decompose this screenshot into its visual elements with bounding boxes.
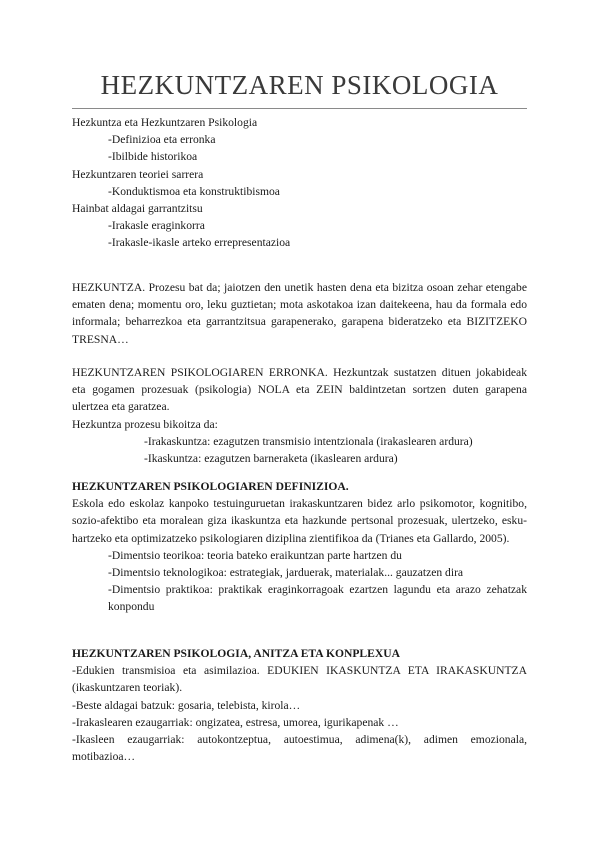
definizioa-list-item: -Dimentsio teknologikoa: estrategiak, jarduerak, materialak... gauzatzen dira [108,566,464,580]
hezkuntza-paragraph: HEZKUNTZA. Prozesu bat da; jaiotzen den unetik hasten dena eta bizitza osoan zehar etengabe ematen dena; momentu oro, leku guztietan; mota askotakoa izan daitekeena, hau da formala edo informala; beharrezkoa eta garrantzitsua garapenerako, garapena bideratzeko eta BIZITZEKO TRESNA… [72,281,527,346]
toc-subitem: -Konduktismoa eta konstruktibismoa [108,184,280,198]
page-title: HEZKUNTZAREN PSIKOLOGIA [100,70,499,100]
anitza-list-item: -Irakaslearen ezaugarriak: ongizatea, estresa, umorea, igurikapenak … [72,715,399,729]
definizioa-list-item: -Dimentsio praktikoa: praktikak eraginkorragoak ezartzen lagundu eta arazo zehatzak konpondu [108,583,527,614]
erronka-list-item: -Irakaskuntza: ezagutzen transmisio intentzionala (irakaslearen ardura) [144,434,473,448]
section-anitza [72,645,527,765]
definizioa-list-item: -Dimentsio teorikoa: teoria bateko eraikuntzan parte hartzen du [108,548,402,562]
anitza-list-item: -Edukien transmisioa eta asimilazioa. EDUKIEN IKASKUNTZA ETA IRAKASKUNTZA (ikaskuntzaren teoriak). [72,664,527,695]
section-definizioa [72,478,527,616]
anitza-list-item: -Beste aldagai batzuk: gosaria, telebista, kirola… [72,698,301,712]
definizioa-heading: HEZKUNTZAREN PSIKOLOGIAREN DEFINIZIOA. [72,480,349,493]
toc-item: Hezkuntzaren teoriei sarrera [72,167,204,181]
toc-item: Hainbat aldagai garrantzitsu [72,202,203,216]
section-erronka [72,364,527,467]
title-divider [72,108,527,109]
erronka-intro: Hezkuntza prozesu bikoitza da: [72,417,218,431]
section-hezkuntza [72,279,527,348]
erronka-paragraph: HEZKUNTZAREN PSIKOLOGIAREN ERRONKA. Hezkuntzak sustatzen dituen jokabideak eta gogamen prozesuak (psikologia) NOLA eta ZEIN baldintzetan sortzen duten garapena ulertzea eta garatzea. [72,366,527,414]
anitza-heading: HEZKUNTZAREN PSIKOLOGIA, ANITZA ETA KONPLEXUA [72,647,401,660]
toc-subitem: -Definizioa eta erronka [108,133,216,147]
toc-subitem: -Irakasle-ikasle arteko errepresentazioa [108,236,291,250]
toc-subitem: -Irakasle eraginkorra [108,219,205,233]
toc-subitem: -Ibilbide historikoa [108,150,198,164]
toc-item: Hezkuntza eta Hezkuntzaren Psikologia [72,116,258,129]
definizioa-paragraph: Eskola edo eskolaz kanpoko testuinguruetan irakaskuntzaren bidez arlo psikomotor, kognitibo, sozio-afektibo eta moralean giza ikaskuntza eta hazkunde pertsonal prozesuak, ulertzeko, esku-hartzeko eta optimizatzeko psikologiaren diziplina zientifikoa da (Trianes eta Gallardo, 2005). [72,497,527,545]
erronka-list-item: -Ikaskuntza: ezagutzen barneraketa (ikaslearen ardura) [144,452,398,466]
table-of-contents [72,114,527,252]
anitza-list-item: -Ikasleen ezaugarriak: autokontzeptua, autoestimua, adimena(k), adimen emozionala, motibazioa… [72,733,527,764]
